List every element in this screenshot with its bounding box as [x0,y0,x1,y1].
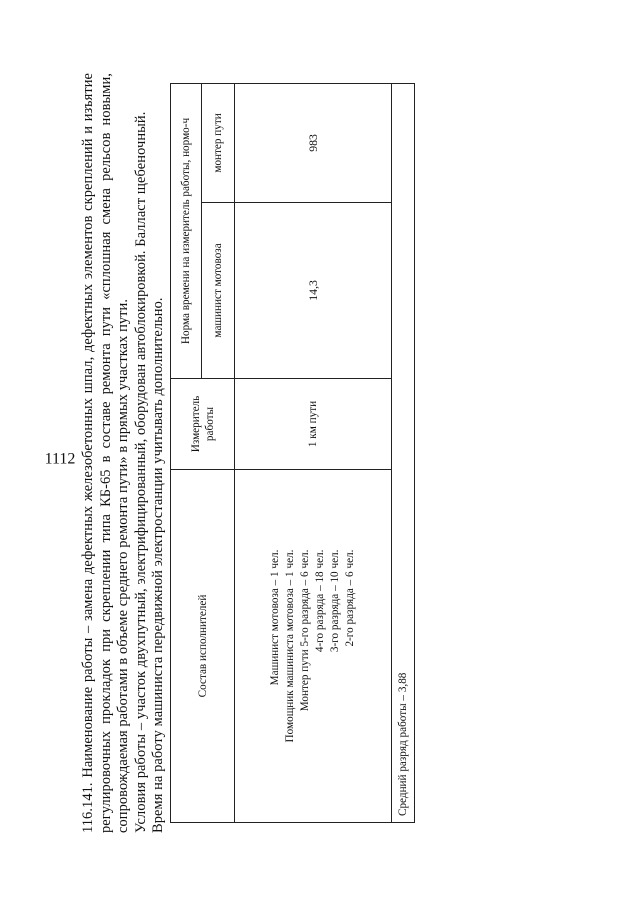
crew-list [268,550,358,743]
crew-item: 2-го разряда – 6 чел. [344,549,356,647]
header-norm: Норма времени на измеритель работы, нормо-ч [171,84,202,379]
crew-item: 3-го разряда – 10 чел. [329,549,341,653]
header-norm-driver: машинист мотовоза [202,202,235,378]
header-norm-track: монтер пути [202,84,235,203]
crew-cell [235,470,392,823]
average-grade: Средний разряд работы – 3,88 [392,84,415,823]
norm-table [170,83,415,823]
norm-track-value: 983 [235,84,392,203]
crew-item: 4-го разряда – 18 чел. [314,549,326,653]
norm-driver-value: 14,3 [235,202,392,378]
header-crew: Состав исполнителей [171,470,235,823]
unit-value: 1 км пути [235,379,392,470]
intro-text [80,73,168,833]
crew-item: Помощник машиниста мотовоза – 1 чел. [284,549,296,743]
crew-item: Монтер пути 5-го разряда – 6 чел. [299,549,311,712]
work-conditions-paragraph: Условия работы – участок двухпутный, электрифицированный, оборудован автоблокировкой. Балласт щебеночный. [132,111,149,833]
work-note-paragraph: Время на работу машиниста передвижной электростанции учитывать дополнительно. [150,297,166,833]
page-number: 1112 [44,450,76,468]
header-unit: Измеритель работы [171,379,235,470]
work-title-paragraph: 116.141. Наименование работы – замена дефектных железобетонных шпал, дефектных элементов скреплений и изъятие регулировочных прокладок при скреплении типа КБ-65 в составе ремонта пути «сплошная смена рельсов новыми, сопровождаемая работами в объеме среднего ремонта пути» в прямых участках пути. [80,73,131,833]
crew-item: Машинист мотовоза – 1 чел. [269,549,281,686]
